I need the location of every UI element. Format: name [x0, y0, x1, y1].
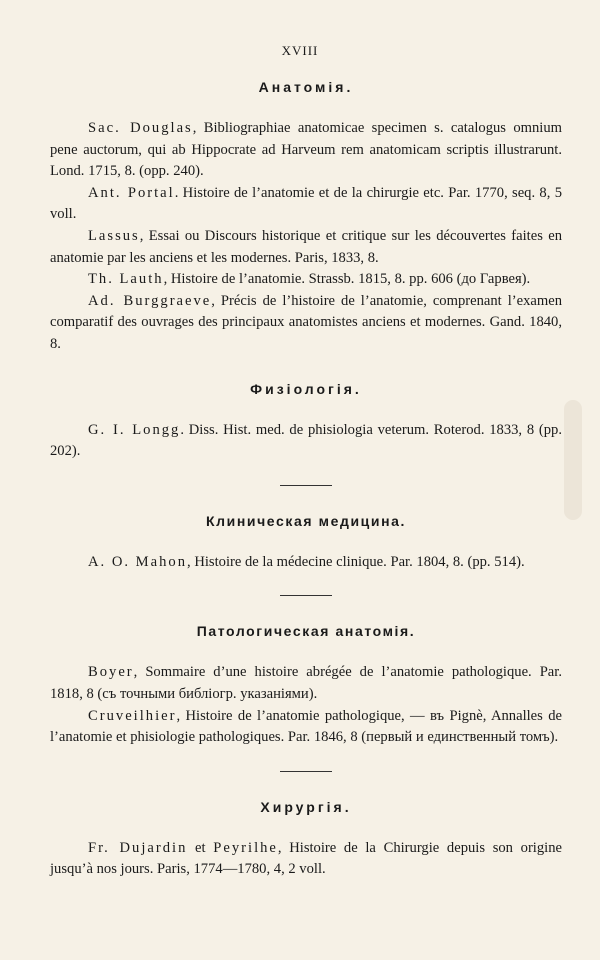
entry-text: , Histoire de la médecine clinique. Par. 1804, 8. (pp. 514). — [187, 553, 525, 570]
section-heading: Анатомія. — [258, 79, 354, 95]
section-heading: Патологическая анатомія. — [196, 623, 416, 640]
entry-text: . Diss. Hist. med. de phisiologia veterum. Roterod. 1833, 8 (pp. 202). — [50, 421, 562, 460]
entry-author: Peyrilhe — [213, 839, 278, 856]
entry-text: , Histoire de l’anatomie. Strassb. 1815, 8. pp. 606 (до Гарвея). — [163, 271, 531, 288]
section-physiology — [50, 378, 562, 463]
section-divider — [280, 595, 332, 596]
bibliography-entry — [50, 706, 562, 749]
section-clinical-medicine — [50, 510, 562, 574]
section-divider — [280, 771, 332, 772]
entry-author: Ad. Burggraeve — [88, 292, 212, 309]
entry-text: , Sommaire d’une histoire abrégée de l’anatomie pathologique. Par. 1818, 8 (съ точными библіогр. указаніями). — [50, 664, 562, 702]
entry-author: Fr. Dujardin — [88, 839, 188, 856]
bibliography-entry — [50, 118, 562, 183]
entry-author: G. I. Longg — [88, 421, 181, 438]
entry-author: A. O. Mahon — [88, 553, 188, 570]
paper-stain — [564, 400, 582, 520]
entry-text: , Histoire de la Chirurgie depuis son origine jusqu’à nos jours. Paris, 1774—1780, 4, 2 voll. — [50, 839, 562, 878]
bibliography-entry — [50, 291, 562, 356]
bibliography-entry — [50, 269, 562, 291]
page-number: XVIII — [281, 43, 319, 58]
entry-author: Boyer — [88, 664, 134, 681]
bibliography-entry — [50, 552, 562, 574]
entry-author: Th. Lauth — [88, 271, 164, 288]
bibliography-entry — [50, 662, 562, 705]
bibliography-entry — [50, 183, 562, 226]
entry-author: Ant. Portal — [88, 184, 175, 201]
entry-author: Lassus — [88, 227, 140, 244]
entry-text: , Précis de l’histoire de l’anatomie, comprenant l’examen comparatif des ouvrages des principaux anatomistes anciens et modernes. Gand. 1840, 8. — [50, 292, 562, 352]
entry-author: Sac. Douglas — [88, 120, 193, 136]
section-heading: Клиническая медицина. — [205, 512, 407, 529]
entry-text: . Histoire de l’anatomie et de la chirurgie etc. Par. 1770, seq. 8, 5 voll. — [50, 184, 562, 223]
bibliography-entry — [50, 226, 562, 269]
section-divider — [280, 485, 332, 486]
section-anatomy — [50, 76, 562, 356]
entry-joiner: et — [187, 839, 214, 856]
page-content — [50, 76, 562, 903]
section-heading: Физіологія. — [250, 380, 362, 397]
section-pathological-anatomy — [50, 620, 562, 748]
section-surgery — [50, 796, 562, 881]
entry-text: , Histoire de l’anatomie pathologique, — въ Pignè, Annalles de l’anatomie et phisiologie pathologiques. Par. 1846, 8 (первый и единственный томъ). — [50, 707, 562, 746]
entry-text: , Essai ou Discours historique et critique sur les découvertes faites en anatomie par les anciens et les modernes. Paris, 1833, 8. — [50, 227, 562, 266]
section-heading: Хирургія. — [260, 798, 352, 815]
bibliography-entry — [50, 838, 562, 881]
entry-text: , Bibliographiae anatomicae specimen s. catalogus omnium pene auctorum, qui ab Hippocrate ad Harveum rem anatomicam scriptis illustrarunt. Lond. 1715, 8. (opp. 240). — [50, 120, 562, 180]
bibliography-entry — [50, 420, 562, 463]
entry-author: Cruveilhier — [88, 707, 177, 724]
